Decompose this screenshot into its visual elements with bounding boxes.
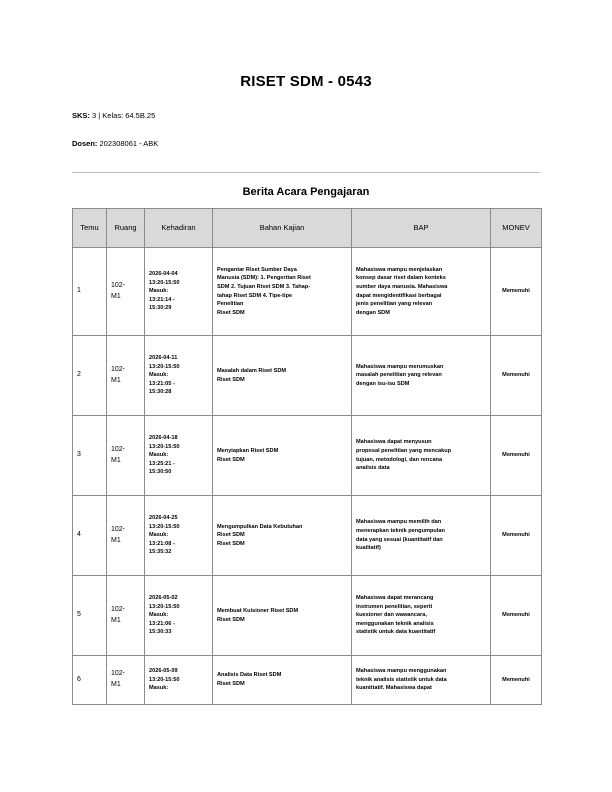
berita-acara-table [72, 208, 542, 705]
bap-line: kuantitatif. Mahasiswa dapat [356, 685, 432, 692]
dosen-label: Dosen: [72, 139, 98, 148]
cell-temu: 5 [73, 576, 107, 656]
cell-kehadiran [145, 576, 213, 656]
cell-ruang [107, 336, 145, 416]
ruang-line: 102- [111, 365, 126, 373]
bap-line: teknik analisis statistik untuk data [356, 676, 447, 683]
bap-line: Mahasiswa mampu memilih dan [356, 519, 442, 526]
kehadiran-line: 13:21:05 - [149, 380, 175, 387]
bahan-line: Riset SDM [217, 309, 245, 316]
cell-bap [352, 336, 491, 416]
kehadiran-line: 15:30:33 [149, 629, 172, 636]
bap-line: menerapkan teknik pengumpulan [356, 527, 445, 534]
sks-label: SKS: [72, 111, 90, 120]
bahan-line: Riset SDM [217, 456, 245, 463]
ruang-line: 102- [111, 670, 126, 678]
cell-ruang [107, 656, 145, 705]
kehadiran-line: 13:20-15:50 [149, 603, 180, 610]
bap-line: statistik untuk data kuantitatif [356, 629, 436, 636]
ruang-line: 102- [111, 605, 126, 613]
bap-line: jenis penelitian yang relevan [356, 301, 433, 308]
bap-line: kualitatif) [356, 545, 381, 552]
cell-kehadiran [145, 248, 213, 336]
ruang-line: M1 [111, 536, 121, 544]
cell-bahan-kajian [213, 336, 352, 416]
header-temu: Temu [73, 209, 107, 248]
bap-line: Mahasiswa mampu menggunakan [356, 668, 447, 675]
section-title: Berita Acara Pengajaran [242, 186, 370, 198]
cell-kehadiran [145, 336, 213, 416]
header-kehadiran: Kehadiran [145, 209, 213, 248]
bahan-line: Riset SDM [217, 376, 245, 383]
cell-bap [352, 656, 491, 705]
bahan-line: Riset SDM [217, 681, 245, 687]
course-title: RISET SDM - 0543 [240, 73, 372, 90]
header-bap: BAP [352, 209, 491, 248]
header-ruang: Ruang [107, 209, 145, 248]
bahan-line: Membuat Kuisioner Riset SDM [217, 607, 299, 614]
bahan-line: Penelitian [217, 301, 244, 308]
bahan-line: Riset SDM [217, 540, 245, 547]
bap-line: analisis data [356, 465, 390, 472]
bahan-line: Masalah dalam Riset SDM [217, 367, 287, 374]
bahan-line: Manusia (SDM): 1. Pengertian Riset [217, 275, 311, 282]
kehadiran-line: 15:30:28 [149, 389, 172, 396]
cell-kehadiran [145, 496, 213, 576]
bap-line: masalah penelitian yang relevan [356, 372, 442, 379]
kehadiran-line: 13:20-15:50 [149, 523, 180, 530]
cell-ruang [107, 496, 145, 576]
kehadiran-line: 13:21:06 - [149, 620, 175, 627]
cell-monev: Memenuhi [491, 576, 542, 656]
table-row [73, 576, 542, 656]
course-dosen-line [72, 139, 158, 148]
bap-line: Mahasiswa mampu merumuskan [356, 363, 444, 370]
bap-line: dapat mengidentifikasi berbagai [356, 292, 442, 299]
bahan-line: Menyiapkan Riset SDM [217, 447, 279, 454]
bap-line: tujuan, metodologi, dan rencana [356, 456, 443, 463]
cell-temu: 2 [73, 336, 107, 416]
kehadiran-line: 13:20-15:50 [149, 279, 180, 286]
cell-bahan-kajian [213, 496, 352, 576]
bap-line: menggunakan teknik analisis [356, 620, 434, 627]
cell-monev: Memenuhi [491, 496, 542, 576]
kehadiran-line: 2026-05-09 [149, 668, 178, 675]
bahan-line: Mengumpulkan Data Kebutuhan [217, 523, 303, 530]
kehadiran-line: Masuk: [149, 372, 169, 379]
cell-ruang [107, 248, 145, 336]
cell-monev: Memenuhi [491, 416, 542, 496]
header-monev: MONEV [491, 209, 542, 248]
ruang-line: M1 [111, 456, 121, 464]
kehadiran-line: Masuk: [149, 288, 169, 295]
kehadiran-line: 15:35:32 [149, 549, 172, 556]
ruang-line: M1 [111, 292, 121, 300]
kehadiran-line: 2026-04-25 [149, 514, 178, 521]
bahan-line: Analisis Data Riset SDM [217, 672, 282, 679]
cell-temu: 6 [73, 656, 107, 705]
cell-kehadiran [145, 656, 213, 705]
bap-line: Mahasiswa mampu menjelaskan [356, 266, 443, 273]
cell-temu: 3 [73, 416, 107, 496]
cell-bahan-kajian [213, 576, 352, 656]
course-sks-line [72, 111, 155, 120]
bahan-line: tahap Riset SDM 4. Tipe-tipe [217, 292, 293, 299]
kehadiran-line: Masuk: [149, 685, 169, 692]
table-row [73, 656, 542, 705]
ruang-line: M1 [111, 681, 121, 688]
kehadiran-line: 13:21:14 - [149, 296, 175, 303]
table-row [73, 416, 542, 496]
cell-bap [352, 576, 491, 656]
cell-monev: Memenuhi [491, 248, 542, 336]
bap-line: Mahasiswa dapat menyusun [356, 439, 432, 446]
ruang-line: M1 [111, 376, 121, 384]
cell-temu: 1 [73, 248, 107, 336]
cell-ruang [107, 576, 145, 656]
table-row [73, 496, 542, 576]
bap-line: sumber daya manusia. Mahasiswa [356, 283, 448, 290]
table-body [73, 248, 542, 705]
divider [72, 172, 540, 173]
kehadiran-line: 13:20-15:50 [149, 676, 180, 683]
kehadiran-line: 2026-05-02 [149, 594, 178, 601]
bap-line: kuesioner dan wawancara, [356, 612, 427, 619]
kehadiran-line: Masuk: [149, 452, 169, 459]
cell-bap [352, 416, 491, 496]
table-row [73, 336, 542, 416]
ruang-line: 102- [111, 525, 126, 533]
cell-monev: Memenuhi [491, 656, 542, 705]
cell-monev: Memenuhi [491, 336, 542, 416]
kehadiran-line: Masuk: [149, 612, 169, 619]
kehadiran-line: 13:20-15:50 [149, 363, 180, 370]
kehadiran-line: 15:30:50 [149, 469, 172, 476]
bap-line: Mahasiswa dapat merancang [356, 594, 434, 601]
bap-line: data yang sesuai (kuantitatif dan [356, 536, 443, 543]
ruang-line: M1 [111, 616, 121, 624]
bap-line: dengan SDM [356, 309, 390, 316]
bahan-line: Pengantar Riset Sumber Daya [217, 266, 297, 273]
cell-bahan-kajian [213, 416, 352, 496]
table-header-row [73, 209, 542, 248]
bahan-line: Riset SDM [217, 532, 245, 539]
kehadiran-line: 2026-04-18 [149, 434, 178, 441]
bahan-line: Riset SDM [217, 616, 245, 623]
bap-line: dengan isu-isu SDM [356, 380, 410, 387]
header-bahan-kajian: Bahan Kajian [213, 209, 352, 248]
cell-bap [352, 496, 491, 576]
cell-ruang [107, 416, 145, 496]
cell-bahan-kajian [213, 656, 352, 705]
cell-temu: 4 [73, 496, 107, 576]
ruang-line: 102- [111, 445, 126, 453]
kehadiran-line: 2026-04-04 [149, 270, 178, 277]
kehadiran-line: 13:25:21 - [149, 460, 175, 467]
kehadiran-line: 13:21:08 - [149, 540, 175, 547]
bahan-line: SDM 2. Tujuan Riset SDM 3. Tahap- [217, 283, 311, 290]
kehadiran-line: 15:30:29 [149, 305, 172, 312]
sks-value: 3 | Kelas: 64.5B.25 [92, 111, 156, 120]
kehadiran-line: 2026-04-11 [149, 354, 178, 361]
table-row [73, 248, 542, 336]
kehadiran-line: Masuk: [149, 532, 169, 539]
ruang-line: 102- [111, 281, 126, 289]
dosen-value: 202308061 - ABK [99, 139, 159, 148]
bap-line: proposal penelitian yang mencakup [356, 447, 452, 454]
bap-line: konsep dasar riset dalam konteks [356, 275, 446, 282]
kehadiran-line: 13:20-15:50 [149, 443, 180, 450]
cell-kehadiran [145, 416, 213, 496]
bap-line: instrumen penelitian, seperti [356, 603, 433, 610]
cell-bap [352, 248, 491, 336]
cell-bahan-kajian [213, 248, 352, 336]
